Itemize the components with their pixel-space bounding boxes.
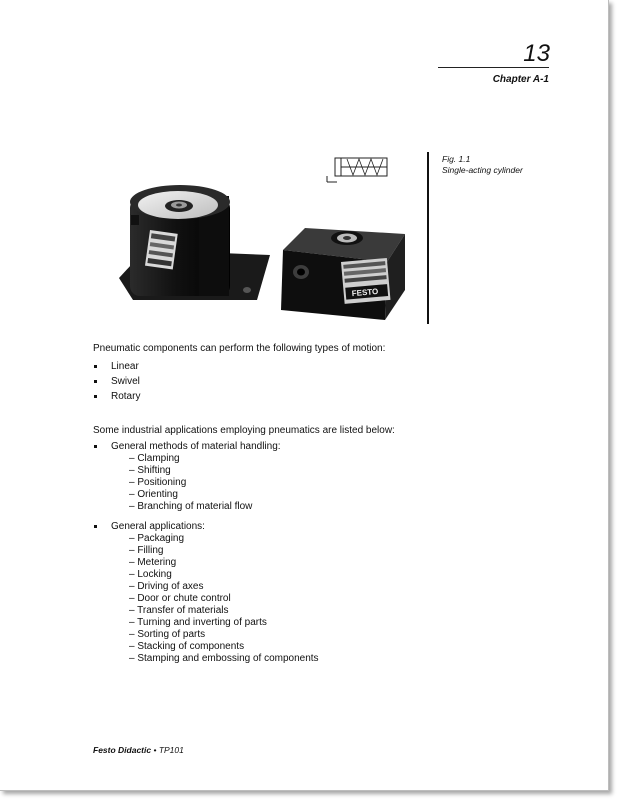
- bullet-icon: [94, 525, 97, 528]
- sub-list: [111, 453, 319, 513]
- sub-list-item: – Positioning: [129, 477, 187, 488]
- sub-list-item: – Door or chute control: [129, 593, 231, 604]
- list-item: [93, 521, 319, 665]
- motion-intro: Pneumatic components can perform the following types of motion:: [93, 343, 386, 354]
- sub-list-item: – Locking: [129, 569, 172, 580]
- applications-list: [93, 441, 319, 665]
- footer-separator: •: [151, 745, 159, 755]
- cylinder-symbol-icon: [327, 158, 387, 182]
- list-heading: General methods of material handling:: [111, 441, 281, 452]
- figure-divider: [427, 152, 429, 324]
- list-item: Linear: [93, 361, 140, 376]
- sub-list-item: – Packaging: [129, 533, 185, 544]
- sub-list-item: – Driving of axes: [129, 581, 204, 592]
- round-cylinder-image: [119, 185, 270, 300]
- sub-list-item: – Stamping and embossing of components: [129, 653, 319, 664]
- motion-list: [93, 361, 140, 406]
- list-item: Rotary: [93, 391, 140, 406]
- applications-intro: Some industrial applications employing pneumatics are listed below:: [93, 425, 395, 436]
- sub-list-item: – Shifting: [129, 465, 171, 476]
- list-item: Swivel: [93, 376, 140, 391]
- sub-list-item: – Turning and inverting of parts: [129, 617, 267, 628]
- figure-photo: [115, 150, 415, 330]
- sub-list-item: – Stacking of components: [129, 641, 245, 652]
- list-item: [93, 441, 319, 513]
- page-footer: [93, 745, 184, 755]
- sub-list-item: – Transfer of materials: [129, 605, 229, 616]
- bullet-icon: [94, 380, 97, 383]
- festo-logo: FESTO: [351, 286, 379, 299]
- sub-list-item: – Branching of material flow: [129, 501, 253, 512]
- bullet-icon: [94, 395, 97, 398]
- footer-code: TP101: [158, 745, 184, 755]
- figure-title: Single-acting cylinder: [442, 165, 523, 175]
- bullet-icon: [94, 445, 97, 448]
- list-heading: General applications:: [111, 521, 205, 532]
- header-rule: [438, 67, 549, 68]
- sub-list-item: – Filling: [129, 545, 164, 556]
- figure-label: Fig. 1.1: [442, 154, 471, 164]
- bullet-icon: [94, 365, 97, 368]
- page-number: 13: [523, 40, 550, 67]
- sub-list-item: – Metering: [129, 557, 177, 568]
- sub-list-item: – Orienting: [129, 489, 178, 500]
- compact-cylinder-image: [281, 228, 405, 320]
- sub-list-item: – Clamping: [129, 453, 180, 464]
- footer-publisher: Festo Didactic: [93, 745, 152, 755]
- sub-list-item: – Sorting of parts: [129, 629, 206, 640]
- sub-list: [111, 533, 319, 665]
- chapter-label: Chapter A-1: [492, 74, 549, 85]
- figure-caption: [442, 154, 523, 176]
